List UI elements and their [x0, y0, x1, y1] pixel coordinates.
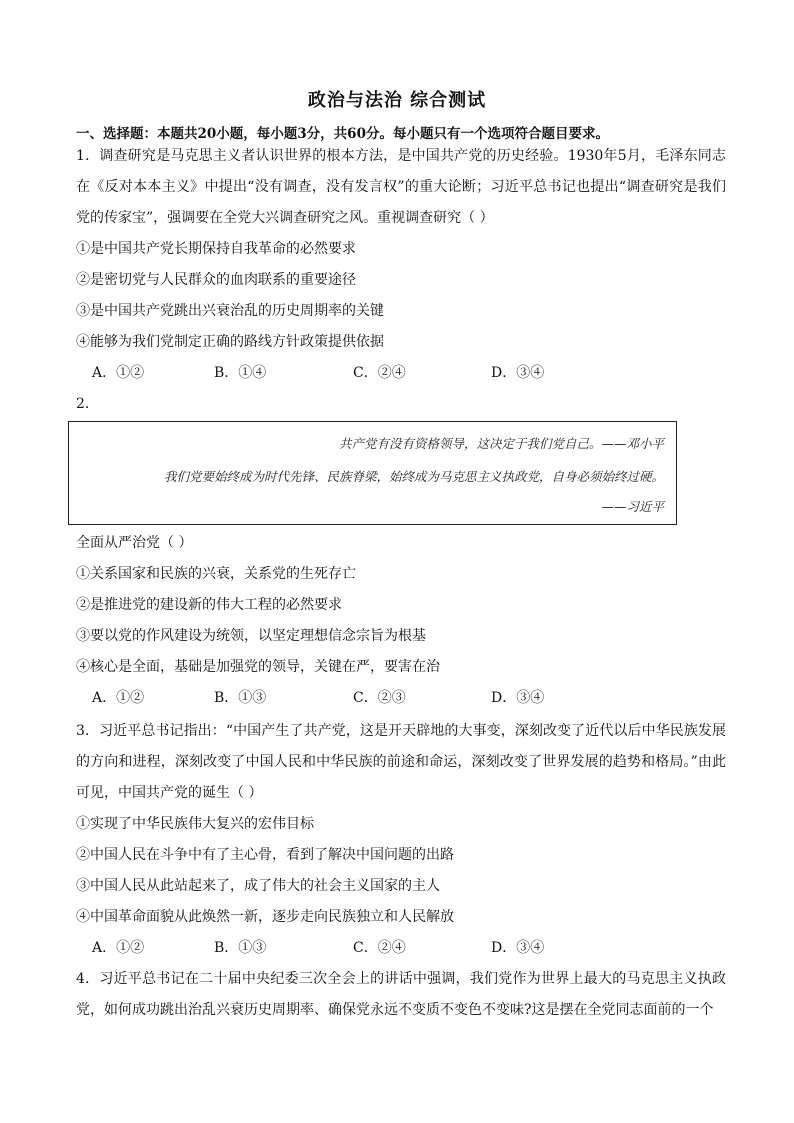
quote-deng: 共产党有没有资格领导，这决定于我们党自己。——邓小平: [338, 436, 664, 451]
question-2-options: [76, 683, 726, 714]
page-title: 政治与法治 综合测试: [307, 90, 487, 111]
option-a[interactable]: A．①②: [92, 690, 145, 706]
question-3-item-2: ②中国人民在斗争中有了主心骨，看到了解决中国问题的出路: [76, 847, 454, 863]
question-1-item-4: ④能够为我们党制定正确的路线方针政策提供依据: [76, 334, 384, 350]
question-1-item-3: ③是中国共产党跳出兴衰治乱的历史周期率的关键: [76, 303, 384, 319]
question-1: [76, 141, 726, 420]
section-heading: 一、选择题：本题共20小题，每小题3分，共60分。每小题只有一个选项符合题目要求。: [76, 126, 609, 142]
option-c[interactable]: C．②③: [353, 690, 406, 706]
question-2: [76, 528, 726, 714]
quote-box: [68, 421, 677, 525]
question-3-item-1: ①实现了中华民族伟大复兴的宏伟目标: [76, 816, 314, 832]
option-b[interactable]: B．①③: [214, 690, 267, 706]
option-a[interactable]: A．①②: [92, 940, 145, 956]
question-2-item-4: ④核心是全面，基础是加强党的领导，关键在严，要害在治: [76, 659, 440, 675]
question-1-item-1: ①是中国共产党长期保持自我革命的必然要求: [76, 241, 356, 257]
question-2-number: 2．: [76, 396, 99, 412]
question-3-options: [76, 933, 726, 964]
question-2-item-1: ①关系国家和民族的兴衰，关系党的生死存亡: [76, 566, 356, 582]
question-3-item-4: ④中国革命面貌从此焕然一新，逐步走向民族独立和人民解放: [76, 909, 454, 925]
quote-xi: 我们党要始终成为时代先锋、民族脊梁，始终成为马克思主义执政党，自身必须始终过硬。: [163, 469, 664, 484]
option-d[interactable]: D．③④: [491, 365, 545, 381]
question-2-item-2: ②是推进党的建设新的伟大工程的必然要求: [76, 597, 342, 613]
option-d[interactable]: D．③④: [491, 940, 545, 956]
question-4-stem: 4．习近平总书记在二十届中央纪委三次全会上的讲话中强调，我们党作为世界上最大的马克思主义执政党，如何成功跳出治乱兴衰历史周期率、确保党永远不变质不变色不变味?这是摆在全党同志面前的一个: [76, 971, 726, 1018]
question-1-stem: 1．调查研究是马克思主义者认识世界的根本方法，是中国共产党的历史经验。1930年5月，毛泽东同志在《反对本本主义》中提出“没有调查，没有发言权”的重大论断；习近平总书记也提出“调查研究是我们党的传家宝”，强调要在全党大兴调查研究之风。重视调查研究（ ）: [76, 148, 726, 226]
option-a[interactable]: A．①②: [92, 365, 145, 381]
option-b[interactable]: B．①④: [214, 365, 267, 381]
option-d[interactable]: D．③④: [491, 690, 545, 706]
quote-xi-attribution: ——习近平: [601, 499, 664, 514]
question-2-item-3: ③要以党的作风建设为统领，以坚定理想信念宗旨为根基: [76, 628, 426, 644]
question-3-stem: 3．习近平总书记指出：“中国产生了共产党，这是开天辟地的大事变，深刻改变了近代以后中华民族发展的方向和进程，深刻改变了中国人民和中华民族的前途和命运，深刻改变了世界发展的趋势和格局。”由此可见，中国共产党的诞生（ ）: [76, 723, 726, 801]
question-3: [76, 716, 726, 1026]
question-2-stem: 全面从严治党（ ）: [76, 535, 193, 551]
option-c[interactable]: C．②④: [353, 365, 406, 381]
question-1-options: [76, 358, 726, 389]
option-c[interactable]: C．②④: [353, 940, 406, 956]
option-b[interactable]: B．①③: [214, 940, 267, 956]
question-1-item-2: ②是密切党与人民群众的血肉联系的重要途径: [76, 272, 356, 288]
question-3-item-3: ③中国人民从此站起来了，成了伟大的社会主义国家的主人: [76, 878, 440, 894]
